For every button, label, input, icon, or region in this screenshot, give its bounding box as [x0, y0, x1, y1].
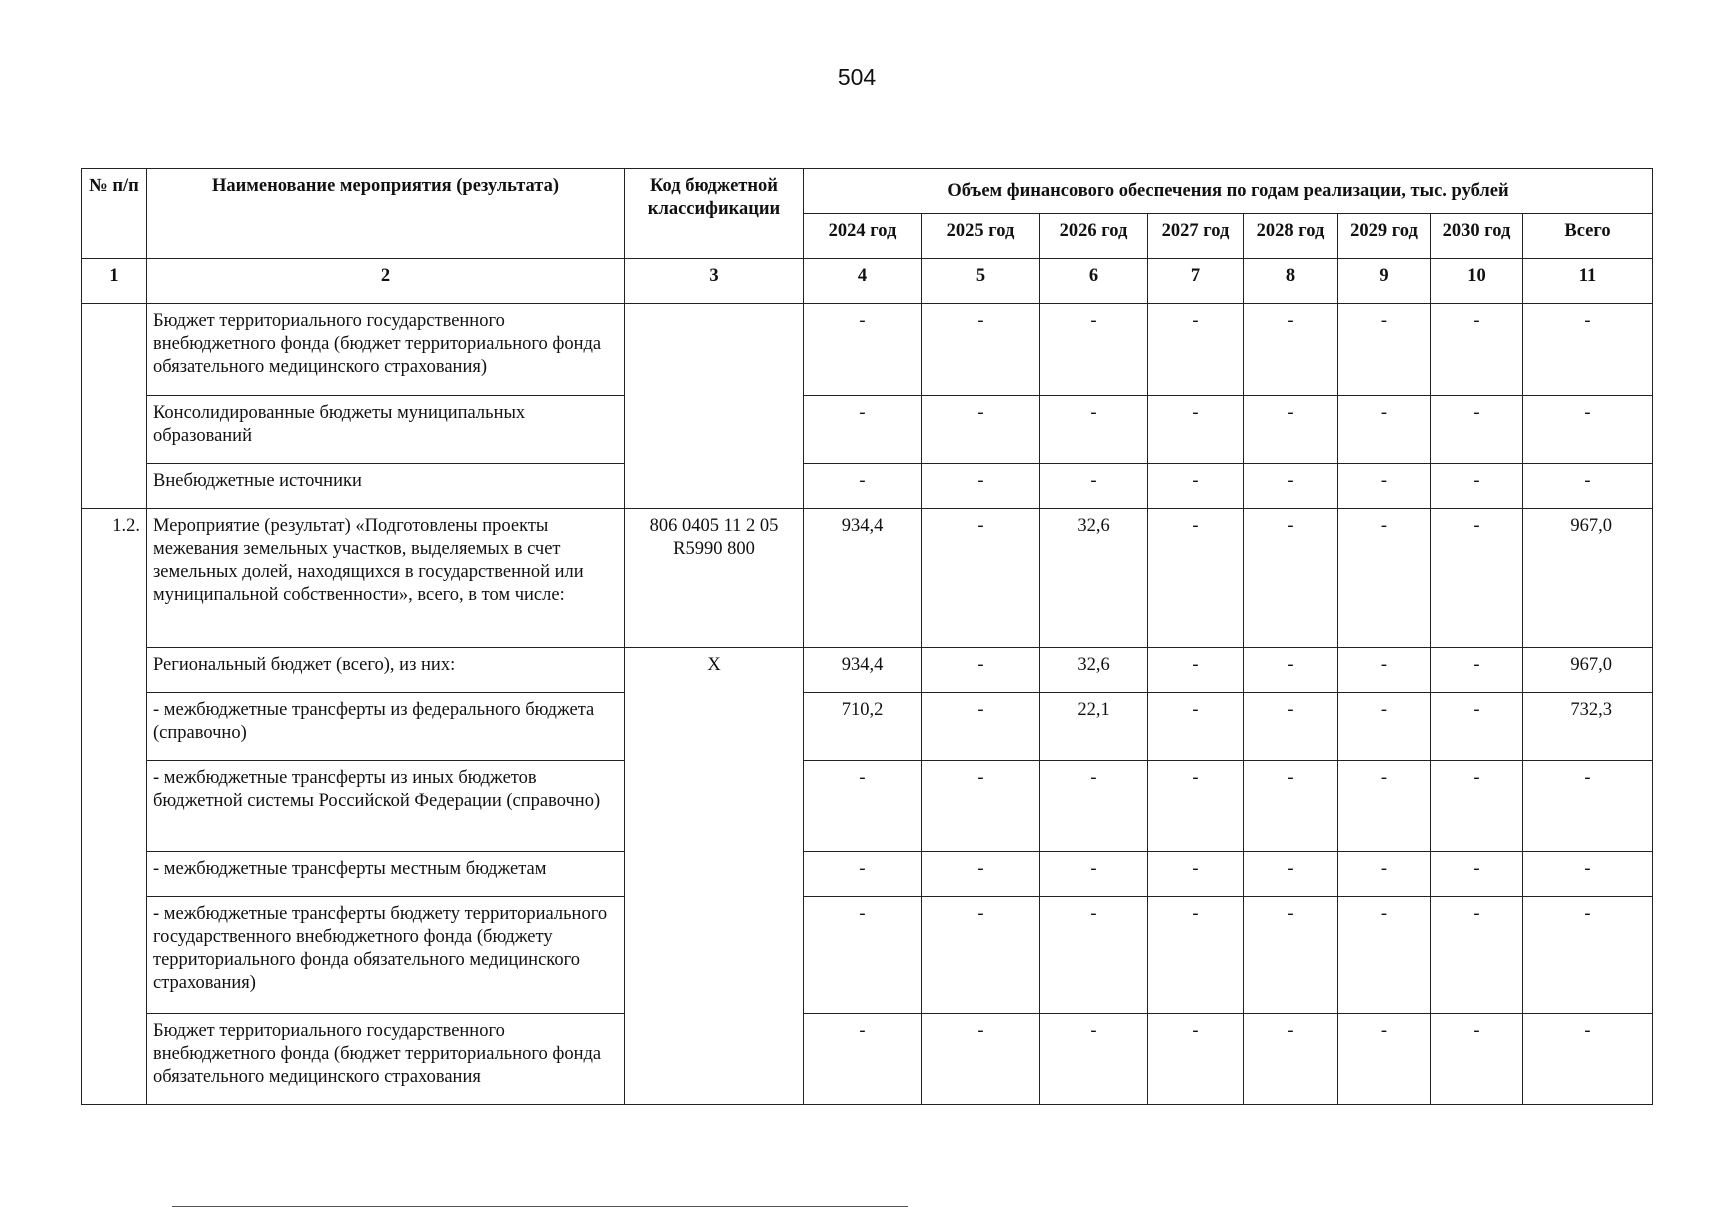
header-year: 2026 год — [1040, 214, 1148, 259]
column-number: 9 — [1338, 259, 1431, 304]
row-value: - — [1523, 852, 1653, 897]
financing-table — [81, 168, 1653, 1105]
row-value: - — [1148, 693, 1244, 761]
row-value: - — [922, 464, 1040, 509]
row-value: - — [1523, 897, 1653, 1014]
row-value: - — [1148, 464, 1244, 509]
row-value: - — [1338, 396, 1431, 464]
header-year: 2030 год — [1431, 214, 1523, 259]
row-value: - — [1338, 761, 1431, 852]
row-number — [82, 304, 147, 509]
row-name: Региональный бюджет (всего), из них: — [147, 648, 625, 693]
row-code — [625, 304, 804, 509]
row-value: - — [1523, 304, 1653, 396]
row-value: - — [1431, 648, 1523, 693]
row-value: - — [804, 761, 922, 852]
row-value: - — [804, 852, 922, 897]
column-number: 8 — [1244, 259, 1338, 304]
row-value: - — [1040, 1014, 1148, 1105]
row-value: - — [804, 1014, 922, 1105]
header-volume: Объем финансового обеспечения по годам реализации, тыс. рублей — [804, 169, 1653, 214]
row-name: - межбюджетные трансферты из федерального бюджета (справочно) — [147, 693, 625, 761]
table-row — [82, 897, 1653, 1014]
column-number: 11 — [1523, 259, 1653, 304]
row-value: - — [1040, 852, 1148, 897]
header-num: № п/п — [82, 169, 147, 259]
row-value: - — [1148, 1014, 1244, 1105]
row-value: - — [1431, 304, 1523, 396]
row-value: - — [1040, 464, 1148, 509]
row-value: - — [1523, 761, 1653, 852]
row-value: - — [922, 648, 1040, 693]
row-value: - — [1431, 396, 1523, 464]
row-value: - — [922, 396, 1040, 464]
row-value: - — [1244, 897, 1338, 1014]
column-number: 10 — [1431, 259, 1523, 304]
row-value: - — [1148, 304, 1244, 396]
row-value: - — [1244, 304, 1338, 396]
row-value: 32,6 — [1040, 648, 1148, 693]
header-year: 2027 год — [1148, 214, 1244, 259]
row-value: - — [1040, 304, 1148, 396]
row-value: - — [1338, 852, 1431, 897]
row-value: - — [1431, 897, 1523, 1014]
row-value: - — [922, 852, 1040, 897]
row-value: - — [804, 464, 922, 509]
row-name: - межбюджетные трансферты местным бюджетам — [147, 852, 625, 897]
header-year: 2025 год — [922, 214, 1040, 259]
row-value: - — [1148, 852, 1244, 897]
row-value: 32,6 — [1040, 509, 1148, 648]
row-value: - — [1431, 693, 1523, 761]
row-value: - — [1338, 1014, 1431, 1105]
row-value: - — [1338, 897, 1431, 1014]
row-value: 934,4 — [804, 509, 922, 648]
row-value: - — [1523, 1014, 1653, 1105]
column-number: 6 — [1040, 259, 1148, 304]
row-name: - межбюджетные трансферты из иных бюджетов бюджетной системы Российской Федерации (справочно) — [147, 761, 625, 852]
row-value: - — [1244, 761, 1338, 852]
row-value: - — [1148, 648, 1244, 693]
column-number: 1 — [82, 259, 147, 304]
column-number: 7 — [1148, 259, 1244, 304]
row-value: - — [922, 1014, 1040, 1105]
column-number: 4 — [804, 259, 922, 304]
row-name: Бюджет территориального государственного внебюджетного фонда (бюджет территориального фонда обязательного медицинского страхования) — [147, 304, 625, 396]
row-value: 22,1 — [1040, 693, 1148, 761]
row-value: - — [1431, 852, 1523, 897]
row-value: - — [1244, 464, 1338, 509]
row-name: Бюджет территориального государственного внебюджетного фонда (бюджет территориального фонда обязательного медицинского страхования — [147, 1014, 625, 1105]
table-row — [82, 509, 1653, 648]
row-value: - — [1338, 509, 1431, 648]
header-year: 2028 год — [1244, 214, 1338, 259]
row-value: - — [922, 304, 1040, 396]
header-year: 2024 год — [804, 214, 922, 259]
row-value: 967,0 — [1523, 648, 1653, 693]
row-value: - — [1244, 396, 1338, 464]
row-value: - — [1244, 509, 1338, 648]
row-value: - — [1431, 761, 1523, 852]
header-code: Код бюджетной классификации — [625, 169, 804, 259]
row-value: - — [922, 509, 1040, 648]
row-value: - — [1148, 761, 1244, 852]
row-value: - — [1244, 852, 1338, 897]
column-numbers-row — [82, 259, 1653, 304]
row-value: - — [922, 897, 1040, 1014]
row-code: X — [625, 648, 804, 1105]
row-value: - — [1148, 897, 1244, 1014]
row-number: 1.2. — [82, 509, 147, 1105]
page-number: 504 — [837, 64, 877, 90]
row-value: - — [804, 304, 922, 396]
column-number: 2 — [147, 259, 625, 304]
header-total: Всего — [1523, 214, 1653, 259]
row-value: - — [1523, 396, 1653, 464]
table-row — [82, 693, 1653, 761]
header-name: Наименование мероприятия (результата) — [147, 169, 625, 259]
row-value: - — [1338, 464, 1431, 509]
row-name: Мероприятие (результат) «Подготовлены проекты межевания земельных участков, выделяемых в счет земельных долей, находящихся в государственной или муниципальной собственности», всего, в том числе: — [147, 509, 625, 648]
row-value: - — [1040, 761, 1148, 852]
row-value: - — [1040, 396, 1148, 464]
row-value: - — [1040, 897, 1148, 1014]
table-row — [82, 761, 1653, 852]
row-value: - — [1431, 464, 1523, 509]
column-number: 5 — [922, 259, 1040, 304]
row-value: - — [1338, 693, 1431, 761]
row-value: - — [1431, 509, 1523, 648]
row-value: - — [1338, 648, 1431, 693]
row-code: 806 0405 11 2 05 R5990 800 — [625, 509, 804, 648]
row-value: - — [1148, 509, 1244, 648]
row-value: - — [1338, 304, 1431, 396]
row-value: - — [922, 761, 1040, 852]
row-value: - — [1244, 693, 1338, 761]
table-row — [82, 1014, 1653, 1105]
row-value: 732,3 — [1523, 693, 1653, 761]
header-year: 2029 год — [1338, 214, 1431, 259]
table-row — [82, 852, 1653, 897]
row-value: - — [804, 897, 922, 1014]
row-name: Внебюджетные источники — [147, 464, 625, 509]
row-value: - — [1523, 464, 1653, 509]
row-value: - — [804, 396, 922, 464]
row-value: - — [1244, 648, 1338, 693]
row-value: 710,2 — [804, 693, 922, 761]
row-name: Консолидированные бюджеты муниципальных образований — [147, 396, 625, 464]
row-value: - — [922, 693, 1040, 761]
row-value: 967,0 — [1523, 509, 1653, 648]
row-value: 934,4 — [804, 648, 922, 693]
row-name: - межбюджетные трансферты бюджету территориального государственного внебюджетного фонда (бюджету территориального фонда обязательного медицинского страхования) — [147, 897, 625, 1014]
row-value: - — [1148, 396, 1244, 464]
table-row — [82, 396, 1653, 464]
table-row — [82, 304, 1653, 396]
column-number: 3 — [625, 259, 804, 304]
row-value: - — [1431, 1014, 1523, 1105]
row-value: - — [1244, 1014, 1338, 1105]
table-row — [82, 648, 1653, 693]
table-row — [82, 464, 1653, 509]
